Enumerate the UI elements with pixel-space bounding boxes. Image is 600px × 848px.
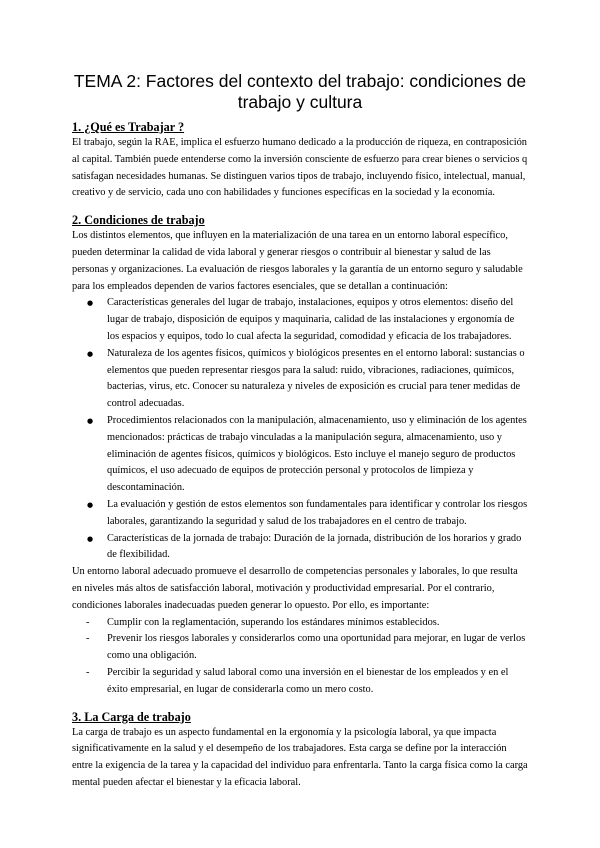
- list-item: ● Características de la jornada de trabajo: Duración de la jornada, distribución de los horarios y grado de flexibilidad.: [87, 532, 522, 561]
- bullet-icon: ●: [87, 534, 94, 543]
- list-item: ● Procedimientos relacionados con la manipulación, almacenamiento, uso y eliminación de los agentes mencionados: prácticas de trabajo vinculadas a la manipulación segura, almacenamiento, uso y eliminación de agentes físicos, químicos y biológicos. Esto incluye el manejo seguro de productos químicos, el uso adecuado de equipos de protección personal y protocolos de limpieza y descontaminación.: [87, 414, 527, 494]
- section-3-paragraph: La carga de trabajo es un aspecto fundamental en la ergonomía y la psicología laboral, ya que impacta significativamente en la salud y el desempeño de los trabajadores. Esta carga se define por la interacción entre la exigencia de la tarea y la capacidad del individuo para enfrentarla. Tanto la carga física como la carga mental pueden afectar el bienestar y la eficacia laboral.: [72, 726, 528, 788]
- list-item: ● Características generales del lugar de trabajo, instalaciones, equipos y otros elementos: diseño del lugar de trabajo, disposición de equipos y maquinaria, calidad de las instalaciones y ergonomía de los espacios y equipos, todo lo cual afecta la seguridad, comodidad y eficacia de los trabajadores.: [87, 297, 515, 342]
- section-1-paragraph: El trabajo, según la RAE, implica el esfuerzo humano dedicado a la producción de riqueza, en contraposición al capital. También puede entenderse como la inversión consciente de esfuerzo para crear bienes o servicios q satisfagan necesidades humanas. Se distinguen varios tipos de trabajo, incluyendo físico, intelectual, manual, creativo y de servicio, cada uno con habilidades y funciones específicas en la sociedad y la economía.: [72, 137, 528, 199]
- section-heading-2: 2. Condiciones de trabajo: [72, 213, 205, 228]
- list-item: - Cumplir con la reglamentación, superando los estándares mínimos establecidos.: [107, 615, 528, 632]
- list-item: - Prevenir los riesgos laborales y considerarlos como una oportunidad para mejorar, en lugar de verlos como una obligación.: [86, 633, 526, 662]
- dash-icon: -: [86, 633, 90, 645]
- bullet-icon: ●: [87, 299, 94, 308]
- list-item: ● Naturaleza de los agentes físicos, químicos y biológicos presentes en el entorno laboral: sustancias o elementos que pueden representar riesgos para la salud: ruido, vibraciones, radiaciones, químicos, bacterias, virus, etc. Conocer su naturaleza y niveles de exposición es crucial para tener medidas de control adecuadas.: [87, 347, 525, 410]
- bullet-icon: ●: [87, 349, 94, 358]
- section-2-bullet-list: [72, 295, 528, 564]
- bullet-icon: ●: [87, 500, 94, 509]
- section-heading-1: 1. ¿Qué es Trabajar ?: [72, 120, 185, 134]
- list-item: - Percibir la seguridad y salud laboral como una inversión en el bienestar de los empleados y en el éxito empresarial, en lugar de considerarla como un mero costo.: [86, 666, 509, 695]
- section-heading-3: 3. La Carga de trabajo: [72, 709, 191, 724]
- list-item: ● La evaluación y gestión de estos elementos son fundamentales para identificar y controlar los riesgos laborales, garantizando la seguridad y salud de los trabajadores en el centro de trabajo.: [87, 498, 528, 527]
- section-2-intro: Los distintos elementos, que influyen en la materialización de una tarea en un entorno laboral específico, pueden determinar la calidad de vida laboral y generar riesgos o contribuir al bienestar y salud de las personas y organizaciones. La evaluación de riesgos laborales y la garantía de un entorno seguro y saludable para los empleados dependen de varios factores esenciales, que se detallan a continuación:: [72, 230, 523, 292]
- section-2-after-text: Un entorno laboral adecuado promueve el desarrollo de competencias personales y laborales, lo que resulta en niveles más altos de satisfacción laboral, motivación y productividad empresarial. Por el contrario, condiciones laborales inadecuadas pueden generar lo opuesto. Por ello, es importante:: [72, 566, 518, 611]
- dash-icon: -: [86, 616, 90, 628]
- bullet-icon: ●: [87, 416, 94, 425]
- section-2-dash-list: [72, 615, 528, 699]
- dash-icon: -: [86, 666, 90, 678]
- page-title: TEMA 2: Factores del contexto del trabajo: condiciones de trabajo y cultura: [73, 71, 527, 112]
